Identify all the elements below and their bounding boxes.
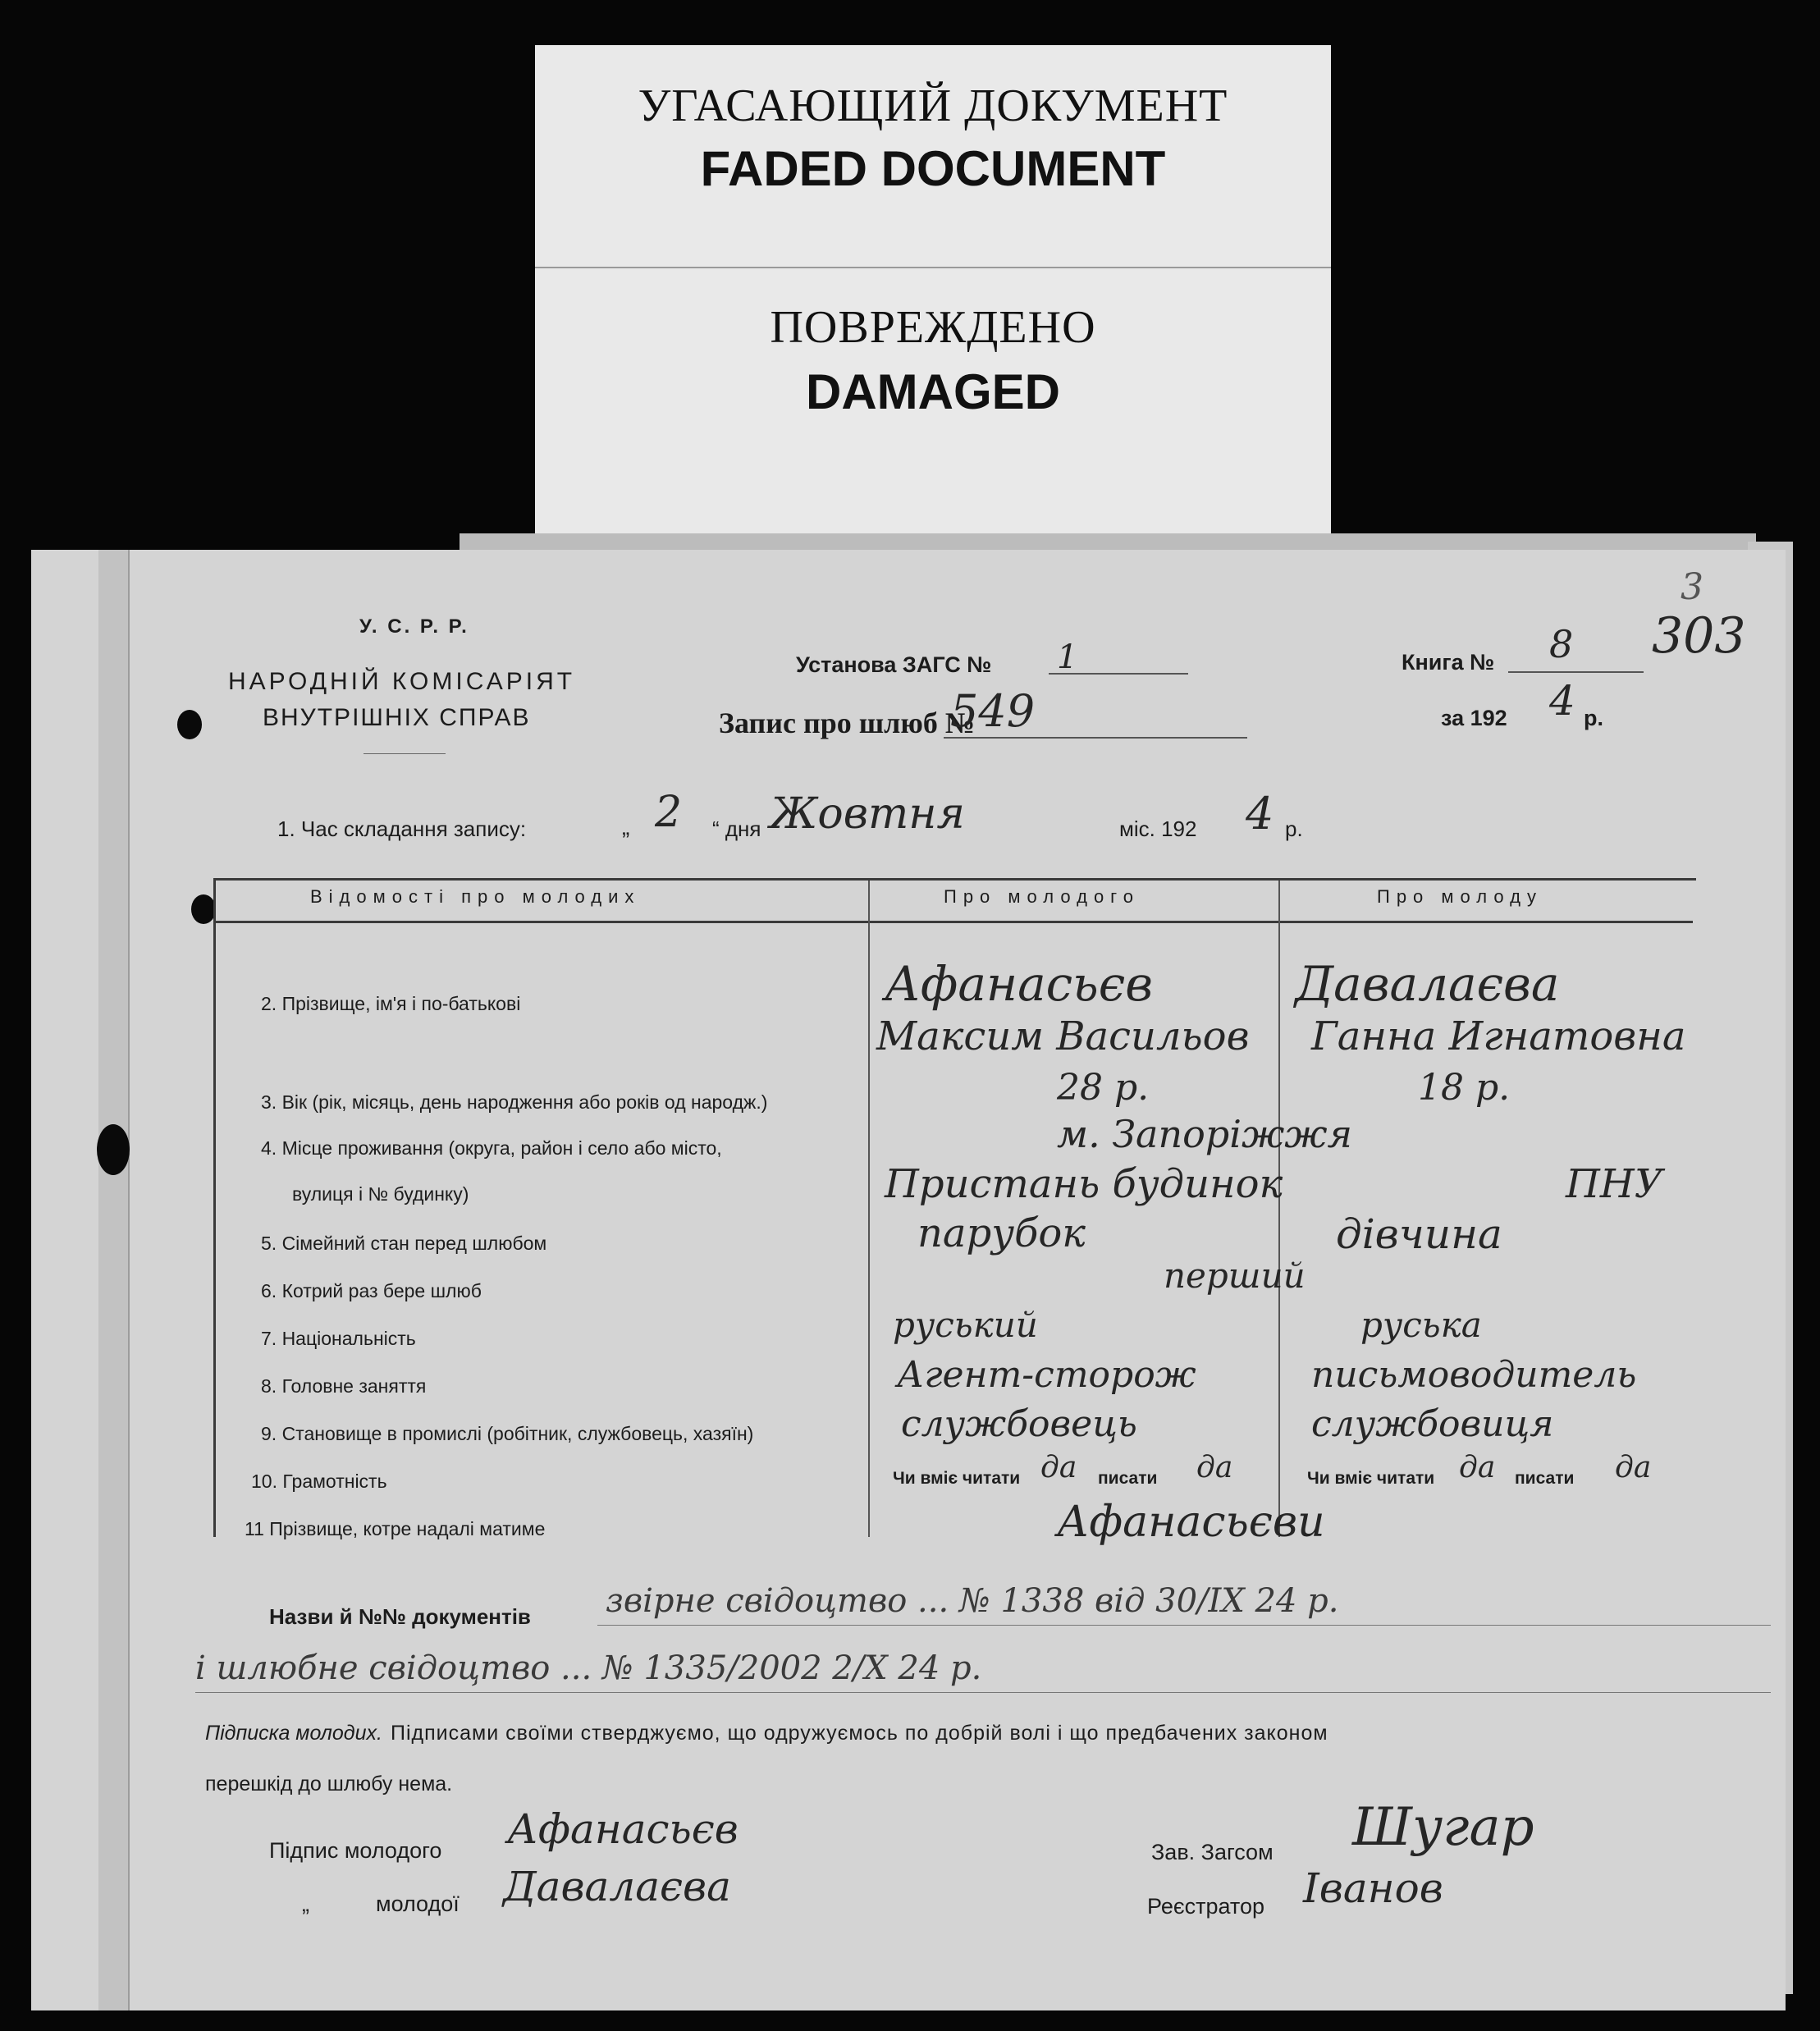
- record-year-suffix: р.: [1285, 817, 1303, 841]
- groom-marriage-count: перший: [1164, 1256, 1306, 1296]
- faded-document-notice: [535, 45, 1331, 271]
- office-number: 1: [1057, 638, 1078, 676]
- record-day: 2: [655, 788, 683, 837]
- groom-read-label: Чи вміє читати: [893, 1469, 1021, 1488]
- record-date-label: 1. Час складання запису:: [277, 817, 527, 841]
- binding-hole: [177, 710, 202, 739]
- archive-page-top: 3: [1681, 566, 1703, 608]
- table-header-rule: [216, 921, 1693, 923]
- row-label-new-surname: 11 Прізвище, котре надалі матиме: [245, 1518, 546, 1539]
- binding-hole: [97, 1124, 130, 1175]
- bride-signature-label: молодої: [376, 1891, 460, 1916]
- documents-line-2-rule: [195, 1692, 1771, 1693]
- groom-write: да: [1196, 1451, 1233, 1484]
- col-header-bride: Про молоду: [1377, 886, 1543, 907]
- damaged-notice-ru: ПОВРЕЖДЕНО: [770, 302, 1096, 353]
- groom-nationality: руський: [893, 1305, 1038, 1345]
- bride-nationality: руська: [1360, 1305, 1482, 1345]
- documents-line-2: і шлюбне свідоцтво ... № 1335/2002 2/X 24 р.: [195, 1649, 982, 1687]
- groom-marital-status: парубок: [917, 1210, 1086, 1256]
- groom-place: м. Запоріжжя: [1057, 1112, 1352, 1156]
- bride-marital-status: дівчина: [1336, 1210, 1502, 1258]
- header-divider: [364, 753, 446, 754]
- bride-occupation: письмоводитель: [1311, 1354, 1637, 1396]
- record-number-line: [944, 737, 1247, 739]
- row-label-age: 3. Вік (рік, місяць, день народження або років од народж.): [261, 1091, 768, 1113]
- row-label-name: 2. Прізвище, ім'я і по-батькові: [261, 993, 521, 1014]
- record-month-suffix: міс. 192: [1119, 817, 1197, 841]
- groom-surname: Афанасьєв: [885, 956, 1153, 1012]
- groom-signature-label: Підпис молодого: [269, 1838, 442, 1863]
- row-label-literacy: 10. Грамотність: [251, 1471, 387, 1492]
- bride-read: да: [1459, 1451, 1496, 1484]
- groom-write-label: писати: [1098, 1469, 1158, 1488]
- row-label-marriage-count: 6. Котрий раз бере шлюб: [261, 1280, 482, 1301]
- bride-age: 18 р.: [1418, 1067, 1511, 1109]
- year-digit: 4: [1549, 677, 1575, 725]
- commissariat-line-2: ВНУТРІШНІХ СПРАВ: [263, 704, 531, 731]
- head-signature: Шугар: [1352, 1797, 1534, 1858]
- row-label-position: 9. Становище в промислі (робітник, службовець, хазяїн): [261, 1423, 754, 1444]
- marriage-record-sheet: [31, 550, 1786, 2010]
- bride-surname: Давалаєва: [1295, 956, 1560, 1012]
- bride-write-label: писати: [1515, 1469, 1575, 1488]
- book-number-line: [1508, 671, 1644, 673]
- faded-notice-ru: УГАСАЮЩИЙ ДОКУМЕНТ: [638, 80, 1228, 131]
- row-label-residence-2: вулиця і № будинку): [292, 1183, 469, 1205]
- registrar-signature: Іванов: [1303, 1864, 1443, 1912]
- record-date-quote: „: [622, 814, 630, 839]
- groom-new-surname: Афанасьєви: [1057, 1498, 1325, 1547]
- groom-given-names: Максим Васильов: [876, 1013, 1250, 1059]
- table-col-divider: [1278, 881, 1280, 1537]
- damaged-notice-en: DAMAGED: [806, 364, 1060, 419]
- declaration-text-2: перешкід до шлюбу нема.: [205, 1773, 453, 1795]
- row-label-nationality: 7. Національність: [261, 1328, 416, 1349]
- col-header-groom: Про молодого: [944, 886, 1140, 907]
- groom-occupation: Агент-сторож: [897, 1354, 1196, 1396]
- record-day-suffix: “ дня: [712, 817, 761, 841]
- bride-given-names: Ганна Игнатовна: [1311, 1013, 1686, 1059]
- bride-read-label: Чи вміє читати: [1307, 1469, 1435, 1488]
- col-header-fields: Відомості про молодих: [310, 886, 641, 907]
- documents-label: Назви й №№ документів: [269, 1604, 531, 1629]
- binding-hole: [191, 894, 216, 924]
- office-label: Установа ЗАГС №: [796, 652, 992, 677]
- declaration-text-1: Підписами своїми стверджуємо, що одружуємось по добрій волі і що предбачених законом: [391, 1722, 1328, 1745]
- damaged-document-notice: [535, 267, 1331, 547]
- documents-line-1: звірне свідоцтво ... № 1338 від 30/IX 24 р.: [606, 1582, 1339, 1620]
- book-label: Книга №: [1402, 650, 1495, 675]
- record-year-digit: 4: [1246, 788, 1274, 839]
- head-label: Зав. Загсом: [1151, 1840, 1274, 1864]
- year-label: за 192: [1441, 706, 1507, 730]
- office-number-line: [1049, 673, 1188, 675]
- row-label-residence: 4. Місце проживання (округа, район і село або місто,: [261, 1137, 722, 1159]
- bride-signature-quote: „: [302, 1891, 309, 1916]
- row-label-occupation: 8. Головне заняття: [261, 1375, 427, 1397]
- declaration-lead: Підписка молодих.: [205, 1722, 382, 1745]
- book-number: 8: [1549, 622, 1574, 666]
- record-number: 549: [950, 685, 1036, 737]
- republic-label: У. С. Р. Р.: [359, 615, 469, 638]
- bride-signature: Давалаєва: [503, 1863, 731, 1910]
- bride-place: ПНУ: [1566, 1161, 1663, 1207]
- table-col-divider: [868, 881, 870, 1537]
- archive-page-number: 303: [1652, 607, 1746, 665]
- groom-read: да: [1040, 1451, 1077, 1484]
- year-suffix: р.: [1584, 706, 1603, 730]
- groom-place-2: Пристань будинок: [885, 1161, 1283, 1207]
- bride-position: службовиця: [1311, 1403, 1554, 1445]
- bride-write: да: [1615, 1451, 1652, 1484]
- faded-notice-en: FADED DOCUMENT: [700, 141, 1166, 196]
- groom-age: 28 р.: [1057, 1067, 1150, 1109]
- record-month: Жовтня: [770, 789, 965, 839]
- record-title: Запис про шлюб №: [719, 707, 976, 739]
- groom-position: службовець: [901, 1403, 1137, 1445]
- row-label-marital-status: 5. Сімейний стан перед шлюбом: [261, 1233, 547, 1254]
- documents-line-1-rule: [597, 1625, 1771, 1626]
- binding-fold: [98, 550, 130, 2010]
- registrar-label: Реєстратор: [1147, 1894, 1265, 1919]
- commissariat-line-1: НАРОДНІЙ КОМІСАРІЯТ: [228, 668, 576, 695]
- groom-signature: Афанасьєв: [507, 1805, 739, 1853]
